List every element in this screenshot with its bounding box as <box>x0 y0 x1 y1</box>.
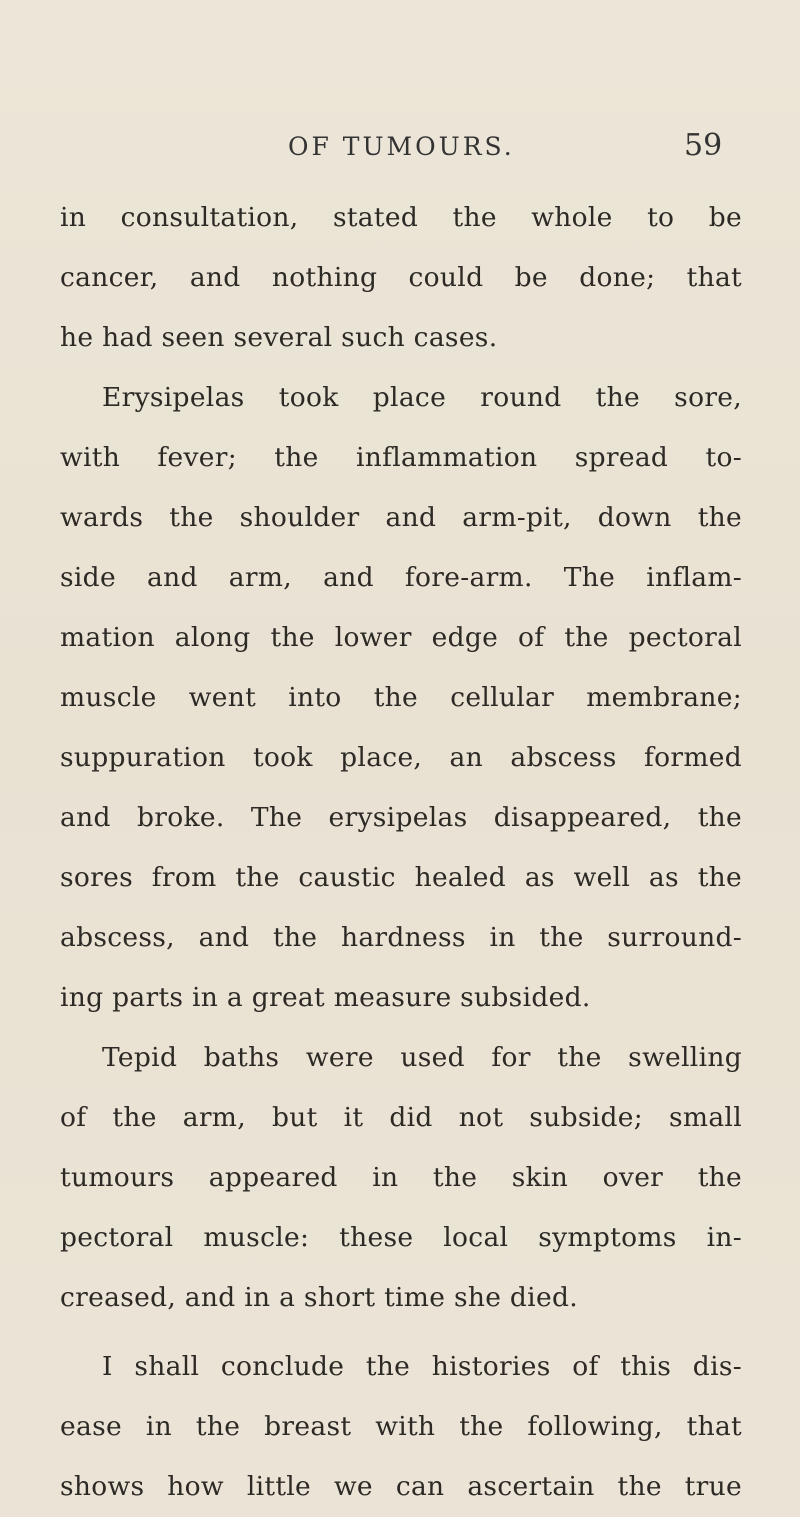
paragraph <box>60 368 742 1028</box>
text-line: side and arm, and fore-arm. The inflam- <box>60 562 742 593</box>
page-number: 59 <box>684 128 723 163</box>
text-line: ease in the breast with the following, that <box>60 1411 742 1442</box>
section-gap <box>60 1328 742 1337</box>
text-line: cancer, and nothing could be done; that <box>60 262 742 293</box>
text-line: shows how little we can ascertain the true <box>60 1471 742 1502</box>
text-line: he had seen several such cases. <box>60 322 498 353</box>
text-line: Erysipelas took place round the sore, <box>102 382 742 413</box>
text-line: sores from the caustic healed as well as the <box>60 862 742 893</box>
text-line: Tepid baths were used for the swelling <box>102 1042 742 1073</box>
text-line: mation along the lower edge of the pectoral <box>60 622 742 653</box>
text-line: abscess, and the hardness in the surround- <box>60 922 742 953</box>
text-line: tumours appeared in the skin over the <box>60 1162 742 1193</box>
page-body <box>60 188 742 1517</box>
paragraph <box>60 188 742 368</box>
running-title: OF TUMOURS. <box>288 132 515 161</box>
text-line: muscle went into the cellular membrane; <box>60 682 742 713</box>
text-line: and broke. The erysipelas disappeared, the <box>60 802 742 833</box>
text-line: with fever; the inflammation spread to- <box>60 442 742 473</box>
paragraph <box>60 1028 742 1328</box>
text-line: I shall conclude the histories of this dis- <box>102 1351 742 1382</box>
text-line: ing parts in a great measure subsided. <box>60 982 591 1013</box>
text-line: pectoral muscle: these local symptoms in- <box>60 1222 742 1253</box>
paragraph <box>60 1337 742 1517</box>
text-line: wards the shoulder and arm-pit, down the <box>60 502 742 533</box>
text-line: suppuration took place, an abscess formed <box>60 742 742 773</box>
text-line: in consultation, stated the whole to be <box>60 202 742 233</box>
text-line: creased, and in a short time she died. <box>60 1282 578 1313</box>
page-header <box>0 128 800 168</box>
text-line: of the arm, but it did not subside; small <box>60 1102 742 1133</box>
